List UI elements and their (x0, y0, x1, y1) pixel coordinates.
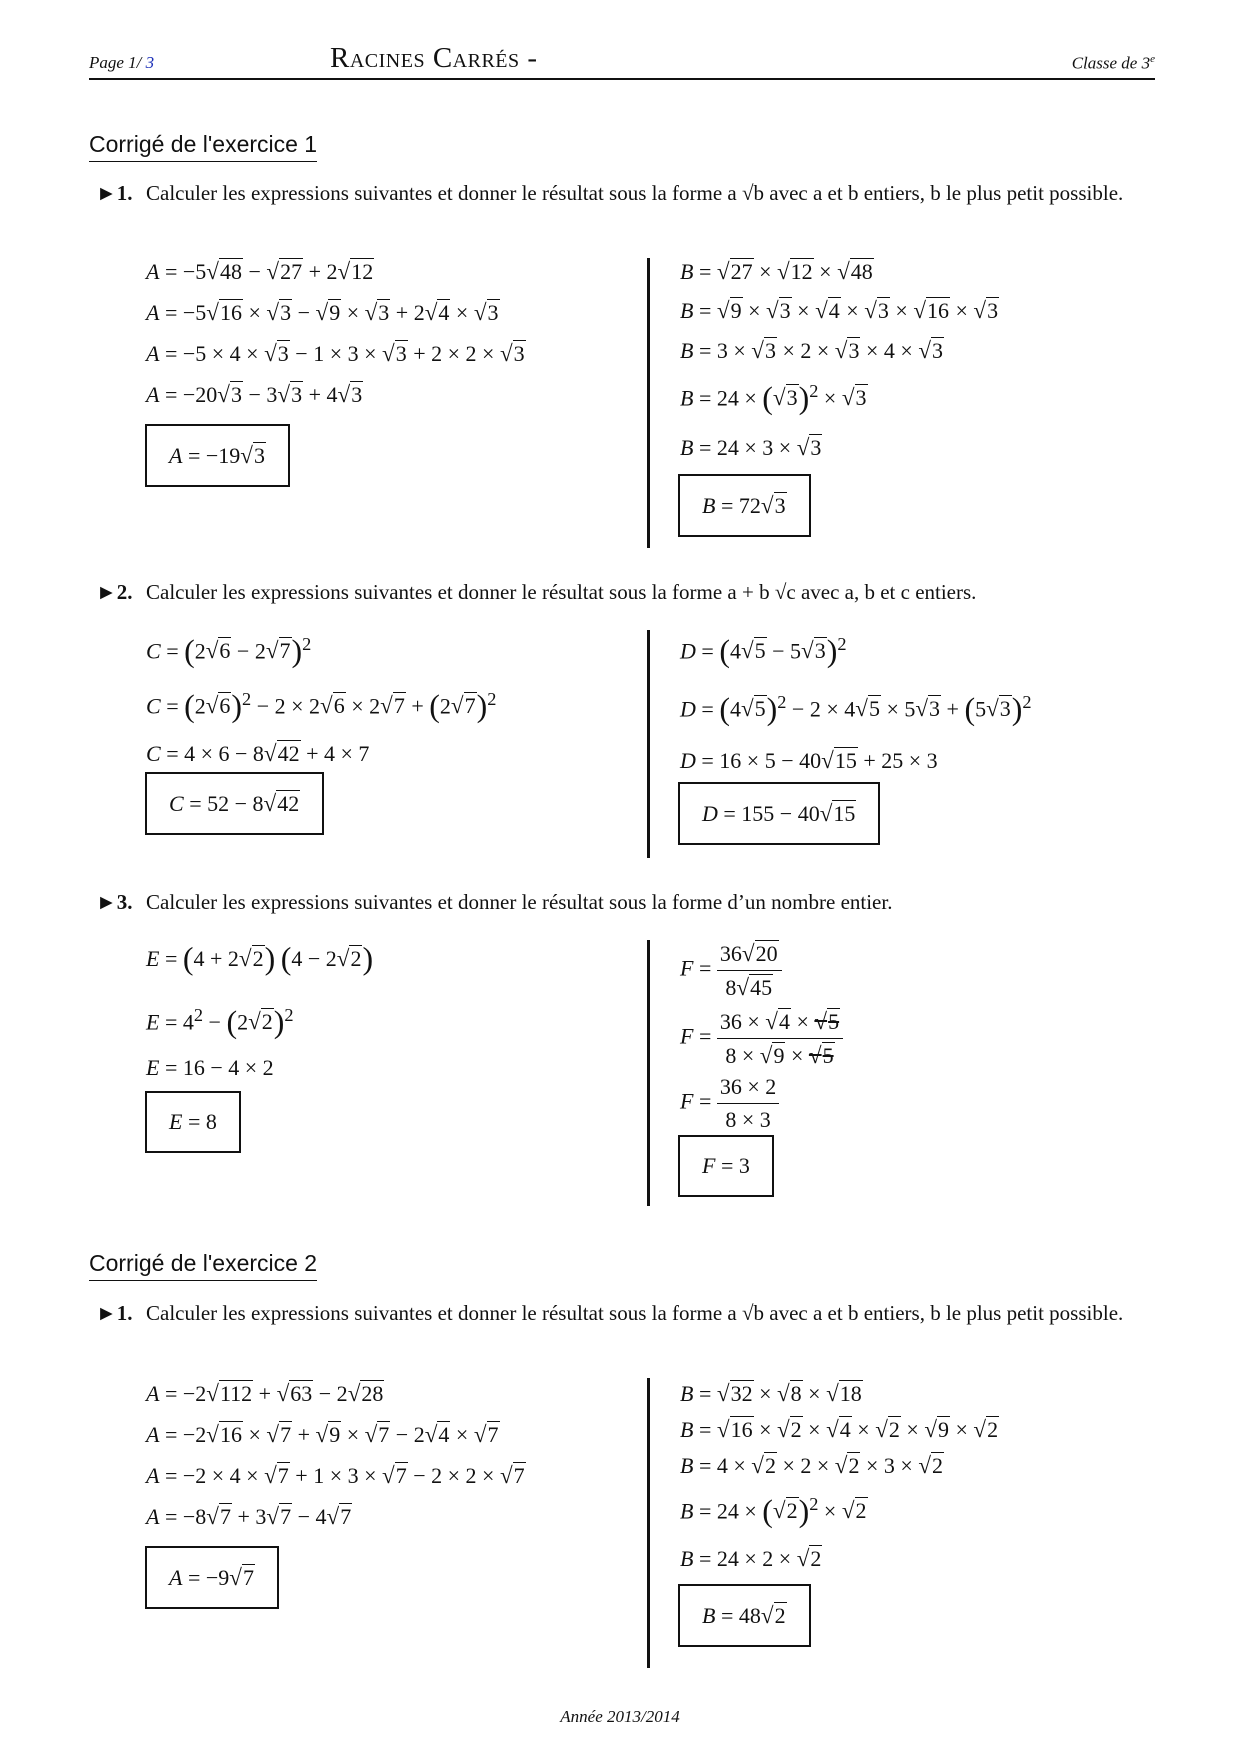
math-line: B = √27 × √12 × √48 (680, 258, 873, 284)
math-line: $D = (4√5 - 5√3)^2$ (680, 633, 847, 669)
footer-year: Année 2013/2014 (560, 1707, 680, 1726)
question-number: ►1. (96, 181, 133, 205)
math-line: A = −5 × 4 × √3 − 1 × 3 × √3 + 2 × 2 × √3 (146, 340, 525, 366)
question-number: ►1. (96, 1301, 133, 1325)
math-line: A = −2√112 + √63 − 2√28 (146, 1380, 384, 1406)
class-label: Classe de 3e (1071, 53, 1155, 73)
column-divider (647, 1378, 650, 1668)
column-divider (647, 940, 650, 1206)
math-line: A = −20√3 − 3√3 + 4√3 (146, 381, 363, 407)
math-line: A = −2 × 4 × √7 + 1 × 3 × √7 − 2 × 2 × √7 (146, 1462, 525, 1488)
question-text: Calculer les expressions suivantes et donner le résultat sous la forme d’un nombre entier. (146, 890, 893, 914)
result-box: C = 52 − 8√42 (145, 772, 324, 835)
page-indicator: Page 1/ 3 (89, 53, 155, 72)
question-text: Calculer les expressions suivantes et donner le résultat sous la forme a √b avec a et b entiers, b le plus petit possible. (146, 181, 1124, 205)
math-line: A = −2√16 × √7 + √9 × √7 − 2√4 × √7 (146, 1421, 499, 1447)
math-line: B = 4 × √2 × 2 × √2 × 3 × √2 (680, 1452, 943, 1478)
question-text: Calculer les expressions suivantes et donner le résultat sous la forme a + b √c avec a, b et c entiers. (146, 580, 977, 604)
page-total-link[interactable]: 3 (145, 53, 155, 72)
result-box: E = 8 (145, 1091, 241, 1153)
math-line: E = 16 − 4 × 2 (146, 1055, 274, 1080)
math-line: B = √32 × √8 × √18 (680, 1380, 862, 1406)
header-divider (89, 78, 1155, 80)
column-divider (647, 258, 650, 548)
question-number: ►2. (96, 580, 133, 604)
math-line: F = $\frac{36 \times 2}{8 \times 3}$ (680, 1074, 779, 1133)
result-box: B = 48√2 (678, 1584, 811, 1647)
column-divider (647, 630, 650, 858)
math-line: D = 16 × 5 − 40√15 + 25 × 3 (680, 747, 938, 773)
math-line: B = √9 × √3 × √4 × √3 × √16 × √3 (680, 297, 999, 323)
math-line: B = 24 × 3 × √3 (680, 434, 822, 460)
math-line: $C = (2√6 - 2√7)^2$ (146, 633, 312, 669)
math-line: A = −5√48 − √27 + 2√12 (146, 258, 374, 284)
math-line: $C = (2√6)^2 - 2 \times 2√6 \times 2√7 + (2√7)^2$ (146, 688, 497, 724)
math-line: F = $\frac{36 \times √4 \times √5}{8 \times √9 \times √5}$ (680, 1008, 843, 1069)
result-box: A = −19√3 (145, 424, 290, 487)
section-title-ex1: Corrigé de l'exercice 1 (89, 131, 317, 162)
page-title: Racines Carrés - (330, 42, 538, 74)
result-box: A = −9√7 (145, 1546, 279, 1609)
question-text: Calculer les expressions suivantes et donner le résultat sous la forme a √b avec a et b entiers, b le plus petit possible. (146, 1301, 1124, 1325)
math-line: A = −5√16 × √3 − √9 × √3 + 2√4 × √3 (146, 299, 499, 325)
math-line: $E = 4^2 - (2√2)^2$ (146, 1004, 294, 1040)
section-title-ex2: Corrigé de l'exercice 2 (89, 1250, 317, 1281)
math-line: E = (4 + 2√2) (4 − 2√2) (146, 941, 374, 976)
question-number: ►3. (96, 890, 133, 914)
result-box: F = 3 (678, 1135, 774, 1197)
math-line: B = √16 × √2 × √4 × √2 × √9 × √2 (680, 1416, 999, 1442)
math-line: $B = 24 \times (√3)^2 \times √3$ (680, 380, 867, 416)
math-line: B = 24 × 2 × √2 (680, 1545, 822, 1571)
math-line: F = $\frac{36√20}{8√45}$ (680, 940, 782, 1001)
math-line: $B = 24 \times (√2)^2 \times √2$ (680, 1493, 867, 1529)
math-line: $D = (4√5)^2 - 2 \times 4√5 \times 5√3 + (5√3)^2$ (680, 691, 1032, 727)
result-box: D = 155 − 40√15 (678, 782, 880, 845)
math-line: A = −8√7 + 3√7 − 4√7 (146, 1503, 352, 1529)
math-line: B = 3 × √3 × 2 × √3 × 4 × √3 (680, 337, 943, 363)
result-box: B = 72√3 (678, 474, 811, 537)
math-line: C = 4 × 6 − 8√42 + 4 × 7 (146, 740, 370, 766)
